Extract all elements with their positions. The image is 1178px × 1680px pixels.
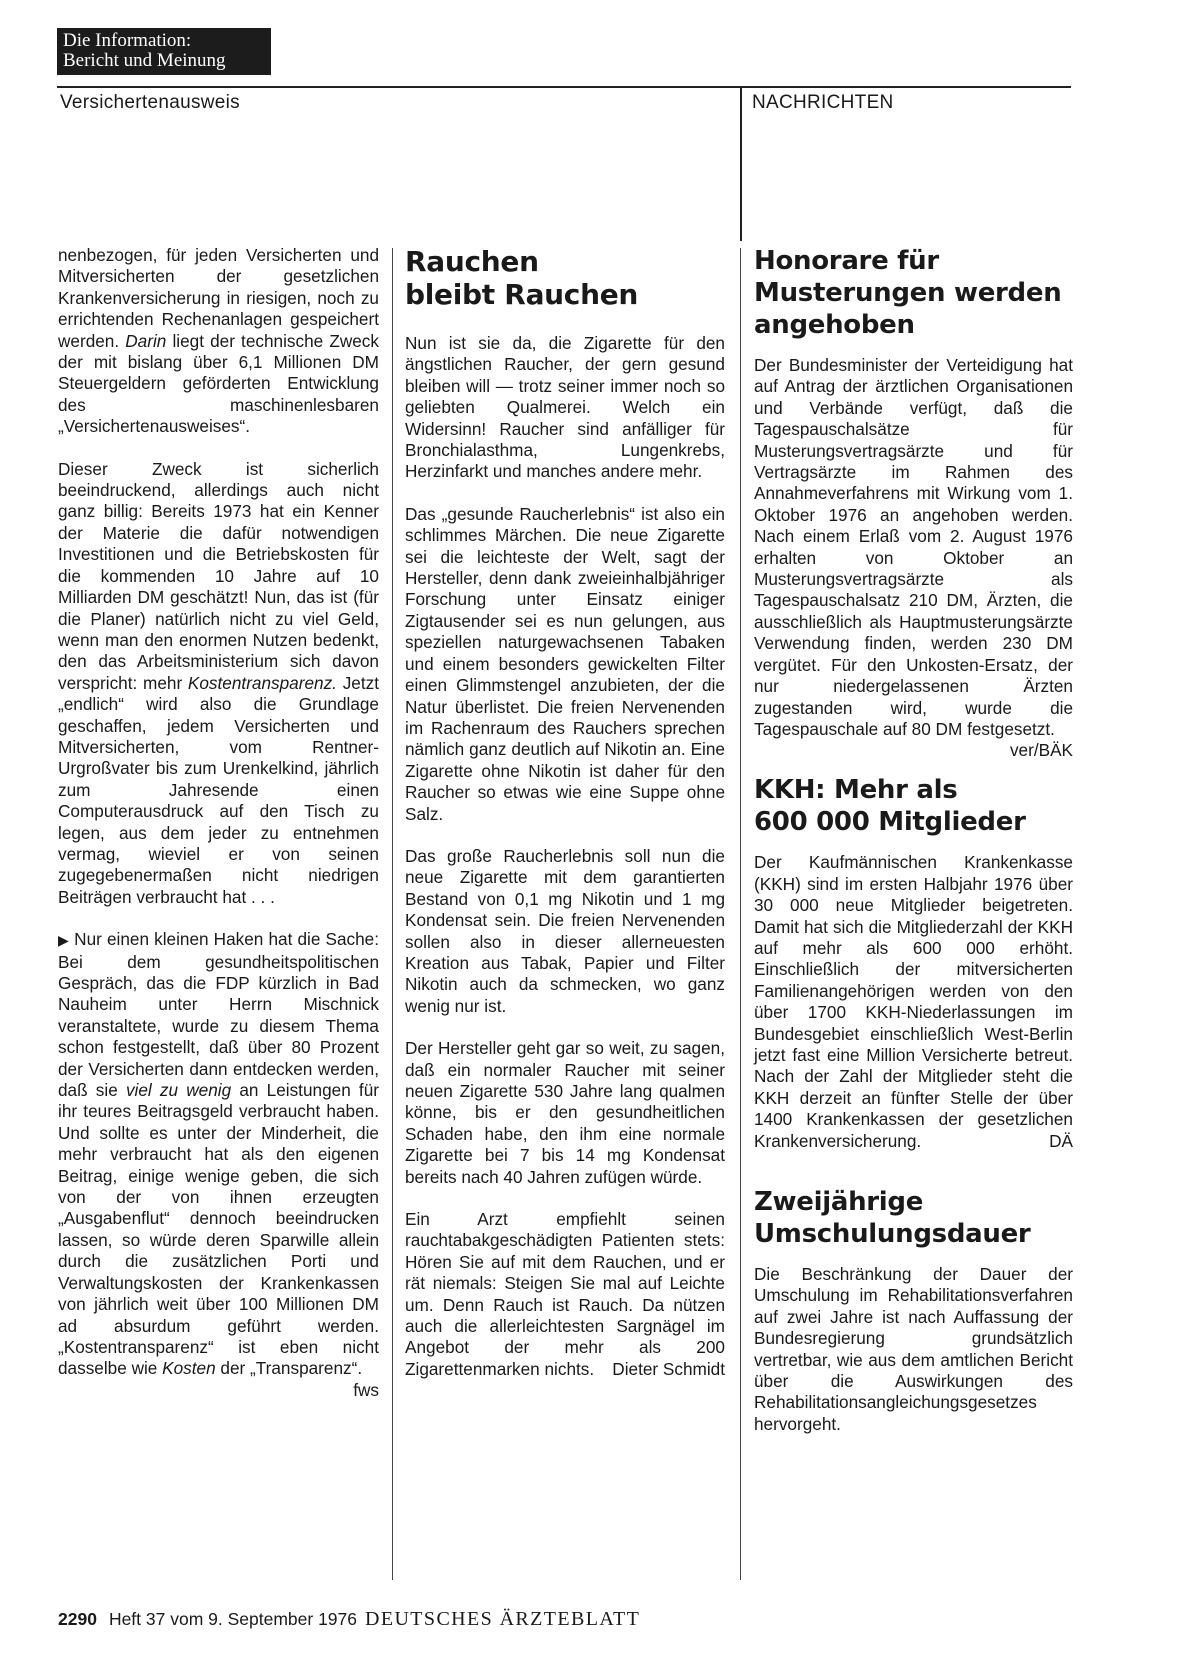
- paragraph: Nun ist sie da, die Zigarette für den ängstlichen Raucher, der gern gesund bleiben will — trotz seiner immer noch so geliebten Qualmerei. Welch ein Widersinn! Raucher sind anfälliger für Bronchialasthma, Lungenkrebs, Herzinfarkt und manches andere mehr.: [405, 333, 725, 482]
- paragraph: Der Hersteller geht gar so weit, zu sagen, daß ein normaler Raucher mit seiner neuen Zigarette 530 Jahre lang qualmen könne, bis er den gesundheitlichen Schaden habe, den ihm eine normale Zigarette bei 7 bis 14 mg Kondensat bereits nach 40 Jahren zufügen würde.: [405, 1038, 725, 1187]
- rubric-box: [57, 28, 271, 75]
- paragraph: Ein Arzt empfiehlt seinen rauchtabakgeschädigten Patienten stets: Hören Sie auf mit dem Rauchen, und er rät niemals: Steigen Sie mal auf Leichte um. Denn Rauch ist Rauch. Da nützen auch die allerleichtesten Sargnägel im Angebot der mehr als 200 Zigarettenmarken nichts. Dieter Schmidt: [405, 1209, 725, 1379]
- rubric-line-1: Die Information:: [63, 30, 192, 51]
- page-number: 2290: [58, 1609, 97, 1629]
- author-signature: fws: [353, 1379, 379, 1400]
- paragraph: Der Kaufmännischen Krankenkasse (KKH) sind im ersten Halbjahr 1976 über 30 000 neue Mitglieder beigetreten. Damit hat sich die Mitgliederzahl der KKH auf mehr als 600 000 erhöht. Einschließlich der mitversicherten Familienangehörigen werden von den über 1700 KKH-Niederlassungen im Bundesgebiet einschließlich West-Berlin jetzt fast eine Million Versicherte betreut. Nach der Zahl der Mitglieder steht die KKH derzeit an fünfter Stelle der über 1400 Krankenkassen der gesetzlichen Krankenversicherung. DÄ: [754, 852, 1073, 1151]
- article-headline: KKH: Mehr als 600 000 Mitglieder: [754, 775, 1026, 838]
- publication-name: DEUTSCHES ÄRZTEBLATT: [365, 1608, 641, 1630]
- column-rule-1: [392, 248, 393, 1580]
- page-footer: [58, 1608, 640, 1631]
- column-rauchen: [405, 245, 725, 1401]
- author-signature: ver/BÄK: [1009, 740, 1073, 761]
- column-rule-2: [740, 248, 741, 1580]
- article-headline: Rauchen bleibt Rauchen: [405, 245, 639, 311]
- column-nachrichten: [754, 245, 1073, 1456]
- article-headline: Honorare für Musterungen werden angehoben: [754, 246, 1062, 340]
- arrow-bullet-icon: ▶: [58, 932, 70, 949]
- author-signature: Dieter Schmidt: [612, 1358, 725, 1379]
- paragraph: Dieser Zweck ist sicherlich beeindruckend, allerdings auch nicht ganz billig: Bereits 1973 hat ein Kenner der Materie die dafür notwendigen Investitionen und die Betriebskosten für die kommenden 10 Jahre auf 10 Milliarden DM geschätzt! Nun, das ist (für die Planer) natürlich nicht zu viel Geld, wenn man den enormen Nutzen bedenkt, den das Arbeitsministerium sich davon verspricht: mehr Kostentransparenz. Jetzt „endlich“ wird also die Grundlage geschaffen, jedem Versicherten und Mitversicherten, vom Rentner-Urgroßvater bis zum Urenkelkind, jährlich zum Jahresende einen Computerausdruck auf den Tisch zu legen, aus dem jeder zu entnehmen vermag, wieviel er von seinen zugegebenermaßen nicht niedrigen Beiträgen verbraucht hat . . .: [58, 458, 379, 907]
- paragraph: Das große Raucherlebnis soll nun die neue Zigarette mit dem garantierten Bestand von 0,1 mg Nikotin und 1 mg Kondensat sein. Die freien Nervenenden sollen also in dieser allerneuesten Kreation aus Tabak, Papier und Filter Nikotin auch da schmecken, wo ganz wenig nur ist.: [405, 845, 725, 1016]
- header-column-rule: [740, 86, 742, 241]
- paragraph: Das „gesunde Raucherlebnis“ ist also ein schlimmes Märchen. Die neue Zigarette sei die leichteste der Welt, sagt der Hersteller, denn dank zweieinhalbjähriger Forschung unter Einsatz einiger Zigtausender sei es nun gelungen, aus speziellen naturgewachsenen Tabaken und einem besonders gewickelten Filter einen Glimmstengel anzubieten, der die Natur überlistet. Die freien Nervenenden im Rachenraum des Rauchers sprechen nämlich ganz deutlich auf Nikotin an. Eine Zigarette ohne Nikotin ist daher für den Raucher so etwas wie eine Suppe ohne Salz.: [405, 503, 725, 824]
- paragraph: Die Beschränkung der Dauer der Umschulung im Rehabilitationsverfahren auf zwei Jahre ist nach Auffassung der Bundesregierung grundsätzlich vertretbar, wie aus dem amtlichen Bericht über die Auswirkungen des Rehabilitationsangleichungsgesetzes hervorgeht.: [754, 1264, 1073, 1434]
- rubric-line-2: Bericht und Meinung: [63, 50, 226, 71]
- paragraph: nenbezogen, für jeden Versicherten und Mitversicherten der gesetzlichen Krankenversicherung in riesigen, noch zu errichtenden Rechenanlagen gespeichert werden. Darin liegt der technische Zweck der mit bislang über 6,1 Millionen DM Steuergeldern geförderten Entwicklung des maschinenlesbaren „Versichertenausweises“.: [58, 245, 379, 437]
- issue-info: Heft 37 vom 9. September 1976: [108, 1609, 357, 1629]
- column-versichertenausweis: [58, 245, 379, 1401]
- author-signature: DÄ: [1049, 1130, 1073, 1151]
- section-label-left: Versichertenausweis: [60, 92, 240, 113]
- article-headline: Zweijährige Umschulungsdauer: [754, 1187, 1031, 1249]
- section-label-right: NACHRICHTEN: [752, 92, 894, 113]
- paragraph: ▶ Nur einen kleinen Haken hat die Sache: Bei dem gesundheitspolitischen Gespräch, das die FDP kürzlich in Bad Nauheim unter Herrn Mischnick veranstaltete, wurde zu diesem Thema schon festgestellt, daß über 80 Prozent der Versicherten dann entdecken werden, daß sie viel zu wenig an Leistungen für ihr teures Beitragsgeld verbraucht haben. Und sollte es unter der Minderheit, die mehr verbraucht hat als den eigenen Beitrag, einige wenige geben, die sich von der von ihnen erzeugten „Ausgabenflut“ dennoch beeindrucken lassen, so würde deren Sparwille allein durch die zusätzlichen Porti und Verwaltungskosten der Krankenkassen von jährlich weit über 100 Millionen DM ad absurdum geführt werden. „Kostentransparenz“ ist eben nicht dasselbe wie Kosten der „Transparenz“. fws: [58, 929, 379, 1400]
- paragraph: Der Bundesminister der Verteidigung hat auf Antrag der ärztlichen Organisationen und Verbände verfügt, daß die Tagespauschalsätze für Musterungsvertragsärzte und für Vertragsärzte im Rahmen des Annahmeverfahrens mit Wirkung vom 1. Oktober 1976 an angehoben werden. Nach einem Erlaß vom 2. August 1976 erhalten von Oktober an Musterungsvertragsärzte als Tagespauschalsatz 210 DM, Ärzten, die ausschließlich als Hauptmusterungsärzte Verwendung finden, werden 230 DM vergütet. Für den Unkosten-Ersatz, der nur niedergelassenen Ärzten zugestanden wird, wurde die Tagespauschale auf 80 DM festgesetzt. ver/BÄK: [754, 355, 1073, 761]
- top-rule: [57, 86, 1071, 88]
